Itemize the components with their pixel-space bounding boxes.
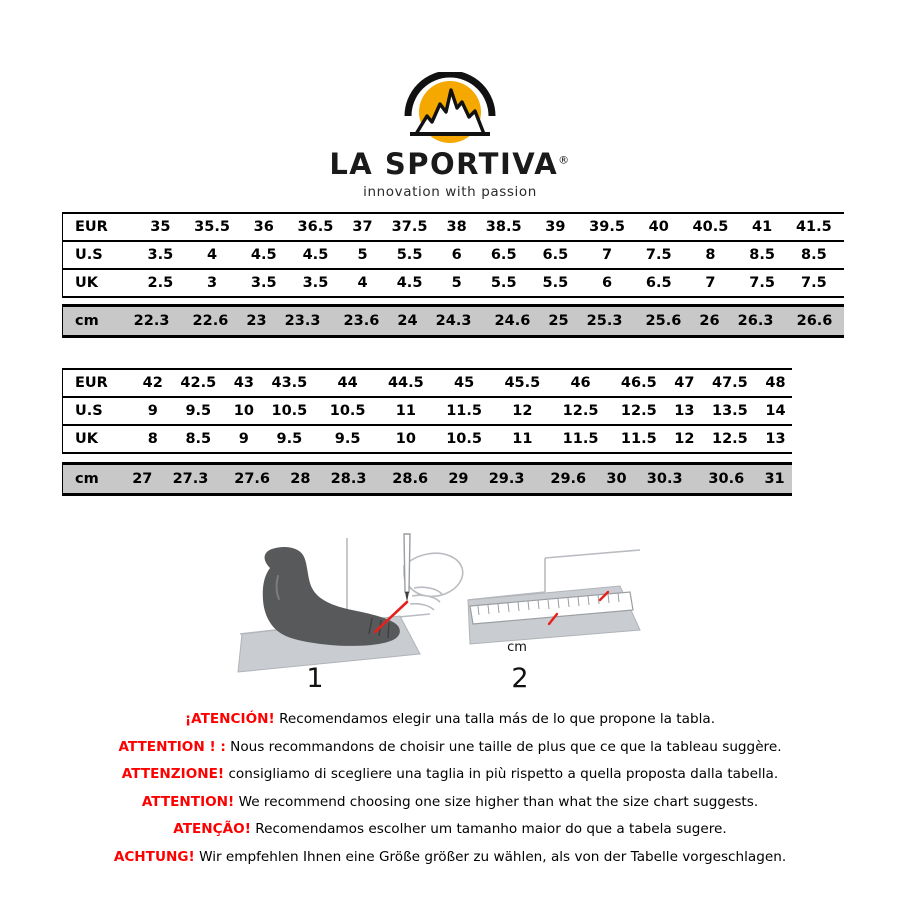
size-table-large [62, 368, 792, 454]
logo-tagline: innovation with passion [363, 184, 537, 200]
row-label-us: U.S [63, 397, 137, 425]
cm-cell: 26.3 [726, 306, 785, 337]
cm-cell: 31 [757, 464, 792, 495]
table-cell: 6 [440, 241, 474, 269]
foot-on-paper-with-pencil-illustration [238, 534, 463, 672]
cm-cell: 29.6 [537, 464, 599, 495]
size-table-large-body [63, 369, 793, 453]
table-cell: 12.5 [551, 397, 609, 425]
table-cell: 5.5 [379, 241, 439, 269]
table-cell: 4.5 [242, 241, 285, 269]
row-label-uk: UK [63, 269, 139, 297]
table-cell: 40 [637, 213, 680, 241]
table-cell: 10 [227, 397, 260, 425]
table-cell: 9 [136, 397, 169, 425]
warning-prefix: ATTENTION ! : [118, 738, 226, 755]
cm-cell: 25 [542, 306, 575, 337]
logo-wordmark-text: LA SPORTIVA [329, 147, 559, 181]
table-cell: 5 [346, 241, 380, 269]
table-cell: 8 [680, 241, 740, 269]
table-cell: 12 [493, 397, 551, 425]
table-cell: 10 [377, 425, 435, 453]
cm-cell: 22.3 [122, 306, 181, 337]
table-cell: 7.5 [784, 269, 844, 297]
warning-line [0, 761, 900, 789]
warning-line [0, 844, 900, 872]
warning-line [0, 734, 900, 762]
cm-cell: 24 [391, 306, 424, 337]
cm-cell: 29.3 [476, 464, 538, 495]
cm-cell: 23 [240, 306, 273, 337]
cm-row-small-body [63, 306, 845, 337]
cm-cell: 28 [283, 464, 318, 495]
table-cell: 43.5 [260, 369, 318, 397]
warning-prefix: ATTENTION! [141, 793, 235, 810]
table-cell: 11 [377, 397, 435, 425]
cm-row-table-small [62, 304, 844, 338]
cm-cell: 24.3 [424, 306, 483, 337]
cm-cell: 23.6 [332, 306, 391, 337]
cm-cell: 26 [693, 306, 726, 337]
cm-cell: 26.6 [785, 306, 844, 337]
table-cell: 47.5 [701, 369, 759, 397]
cm-row-table-large [62, 462, 792, 496]
table-cell: 12 [668, 425, 701, 453]
warning-prefix: ACHTUNG! [113, 848, 195, 865]
table-row [63, 269, 845, 297]
table-cell: 5 [440, 269, 474, 297]
table-cell: 36.5 [285, 213, 345, 241]
table-cell: 45 [435, 369, 493, 397]
row-label-us: U.S [63, 241, 139, 269]
table-cell: 5.5 [474, 269, 534, 297]
table-cell: 46 [551, 369, 609, 397]
diagram-cm-unit-label: cm [507, 640, 527, 655]
cm-cell: 22.6 [181, 306, 240, 337]
registered-trademark-icon: ® [558, 153, 571, 167]
table-cell: 10.5 [435, 425, 493, 453]
table-cell: 4.5 [379, 269, 439, 297]
table-cell: 35.5 [182, 213, 242, 241]
table-cell: 44 [319, 369, 377, 397]
table-cell: 11.5 [435, 397, 493, 425]
cm-cell: 30.6 [696, 464, 758, 495]
table-cell: 6 [577, 269, 637, 297]
diagram-illustrations [0, 530, 900, 700]
table-cell: 11.5 [551, 425, 609, 453]
warning-line [0, 789, 900, 817]
table-cell: 44.5 [377, 369, 435, 397]
mountain-sun-logo-icon [394, 72, 506, 146]
warning-notices [0, 706, 900, 871]
cm-cell: 27.6 [221, 464, 283, 495]
table-cell: 45.5 [493, 369, 551, 397]
row-label-cm: cm [63, 464, 125, 495]
table-cell: 8.5 [784, 241, 844, 269]
table-cell: 4 [182, 241, 242, 269]
brand-logo [0, 72, 900, 200]
diagram-caption-step-2: 2 [511, 663, 529, 694]
table-cell: 6.5 [474, 241, 534, 269]
table-cell: 14 [759, 397, 792, 425]
table-cell: 41.5 [784, 213, 844, 241]
table-cell: 8.5 [169, 425, 227, 453]
table-cell: 3.5 [139, 241, 182, 269]
table-cell: 7.5 [637, 241, 680, 269]
table-cell: 11.5 [610, 425, 668, 453]
cm-cell: 23.3 [273, 306, 332, 337]
table-cell: 12.5 [701, 425, 759, 453]
table-cell: 3.5 [242, 269, 285, 297]
table-cell: 40.5 [680, 213, 740, 241]
warning-text: Nous recommandons de choisir une taille de plus que ce que la tableau suggère. [230, 738, 782, 755]
table-row [63, 369, 793, 397]
diagram-caption-step-1: 1 [306, 663, 324, 694]
table-cell: 7 [577, 241, 637, 269]
table-cell: 9.5 [319, 425, 377, 453]
warning-prefix: ¡ATENCIÓN! [184, 711, 275, 727]
cm-cell: 24.6 [483, 306, 542, 337]
cm-cell: 28.3 [318, 464, 380, 495]
table-cell: 36 [242, 213, 285, 241]
cm-cell: 30.3 [634, 464, 696, 495]
warning-text: We recommend choosing one size higher than what the size chart suggests. [238, 793, 759, 810]
table-cell: 46.5 [610, 369, 668, 397]
cm-row [63, 306, 845, 337]
measuring-instructions-diagrams [0, 530, 900, 700]
table-cell: 41 [741, 213, 784, 241]
table-cell: 47 [668, 369, 701, 397]
table-cell: 6.5 [534, 241, 577, 269]
warning-text: Wir empfehlen Ihnen eine Größe größer zu wählen, als von der Tabelle vorgeschlagen. [199, 848, 787, 865]
table-cell: 43 [227, 369, 260, 397]
size-table-small [62, 212, 844, 298]
table-cell: 5.5 [534, 269, 577, 297]
table-cell: 11 [493, 425, 551, 453]
table-cell: 13 [759, 425, 792, 453]
table-cell: 7.5 [741, 269, 784, 297]
table-cell: 3 [182, 269, 242, 297]
row-label-uk: UK [63, 425, 137, 453]
table-row [63, 397, 793, 425]
warning-text: consigliamo di scegliere una taglia in più rispetto a quella proposta dalla tabella. [228, 766, 779, 782]
row-label-eur: EUR [63, 369, 137, 397]
cm-cell: 25.3 [575, 306, 634, 337]
table-cell: 4.5 [285, 241, 345, 269]
warning-line [0, 816, 900, 844]
table-cell: 39.5 [577, 213, 637, 241]
row-label-eur: EUR [63, 213, 139, 241]
warning-prefix: ATTENZIONE! [121, 766, 225, 782]
table-cell: 39 [534, 213, 577, 241]
cm-cell: 27.3 [160, 464, 222, 495]
cm-cell: 30 [599, 464, 634, 495]
table-cell: 37.5 [379, 213, 439, 241]
table-cell: 13.5 [701, 397, 759, 425]
table-cell: 3.5 [285, 269, 345, 297]
row-label-cm: cm [63, 306, 123, 337]
table-cell: 12.5 [610, 397, 668, 425]
table-cell: 9.5 [260, 425, 318, 453]
table-cell: 10.5 [319, 397, 377, 425]
table-cell: 9 [227, 425, 260, 453]
size-table-small-body [63, 213, 845, 297]
table-row [63, 241, 845, 269]
table-cell: 4 [346, 269, 380, 297]
warning-text: Recomendamos escolher um tamanho maior do que a tabela sugere. [255, 821, 727, 837]
table-cell: 42 [136, 369, 169, 397]
table-cell: 48 [759, 369, 792, 397]
table-cell: 10.5 [260, 397, 318, 425]
table-cell: 13 [668, 397, 701, 425]
warning-line [0, 706, 900, 734]
warning-prefix: ATENÇÃO! [173, 821, 251, 837]
table-row [63, 425, 793, 453]
cm-cell: 29 [441, 464, 476, 495]
cm-row [63, 464, 793, 495]
cm-cell: 27 [125, 464, 160, 495]
ruler-measuring-paper-illustration [468, 550, 640, 644]
table-cell: 42.5 [169, 369, 227, 397]
cm-row-large-body [63, 464, 793, 495]
table-cell: 38.5 [474, 213, 534, 241]
table-cell: 9.5 [169, 397, 227, 425]
table-cell: 37 [346, 213, 380, 241]
logo-wordmark [0, 147, 900, 181]
cm-cell: 28.6 [379, 464, 441, 495]
table-cell: 8 [136, 425, 169, 453]
table-cell: 8.5 [741, 241, 784, 269]
cm-cell: 25.6 [634, 306, 693, 337]
table-cell: 7 [680, 269, 740, 297]
table-cell: 38 [440, 213, 474, 241]
table-cell: 35 [139, 213, 182, 241]
table-cell: 6.5 [637, 269, 680, 297]
table-row [63, 213, 845, 241]
table-cell: 2.5 [139, 269, 182, 297]
warning-text: Recomendamos elegir una talla más de lo que propone la tabla. [279, 711, 716, 727]
